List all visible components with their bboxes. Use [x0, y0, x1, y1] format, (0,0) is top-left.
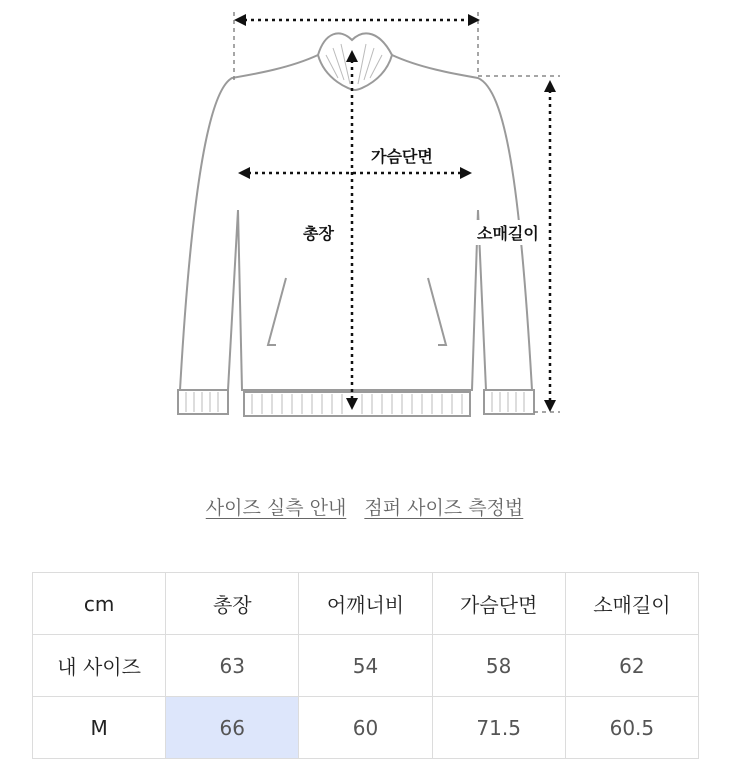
- table-cell: 62: [565, 635, 698, 697]
- jumper-measure-link[interactable]: 점퍼 사이즈 측정법: [364, 497, 524, 519]
- table-row: [33, 635, 699, 697]
- size-guide-links: [0, 493, 729, 520]
- table-cell: 60.5: [565, 697, 698, 759]
- row-label: M: [33, 697, 166, 759]
- size-guide-link[interactable]: 사이즈 실측 안내: [205, 497, 347, 519]
- header-sleeve-length: 소매길이: [565, 573, 698, 635]
- table-cell: 71.5: [432, 697, 565, 759]
- header-shoulder-width: 어깨너비: [299, 573, 432, 635]
- waistband: [244, 392, 470, 416]
- table-cell: 63: [166, 635, 299, 697]
- table-header-row: [33, 573, 699, 635]
- table-cell: 60: [299, 697, 432, 759]
- table-cell-highlighted: 66: [166, 697, 299, 759]
- table-cell: 58: [432, 635, 565, 697]
- row-label: 내 사이즈: [33, 635, 166, 697]
- chest-width-label: 가슴단면: [368, 143, 436, 168]
- left-pocket: [268, 278, 286, 345]
- total-length-label: 총장: [300, 220, 337, 245]
- size-table: [32, 572, 699, 759]
- table-cell: 54: [299, 635, 432, 697]
- sleeve-length-label: 소매길이: [474, 220, 542, 245]
- header-total-length: 총장: [166, 573, 299, 635]
- header-chest-width: 가슴단면: [432, 573, 565, 635]
- right-pocket: [428, 278, 446, 345]
- table-row: [33, 697, 699, 759]
- header-unit: cm: [33, 573, 166, 635]
